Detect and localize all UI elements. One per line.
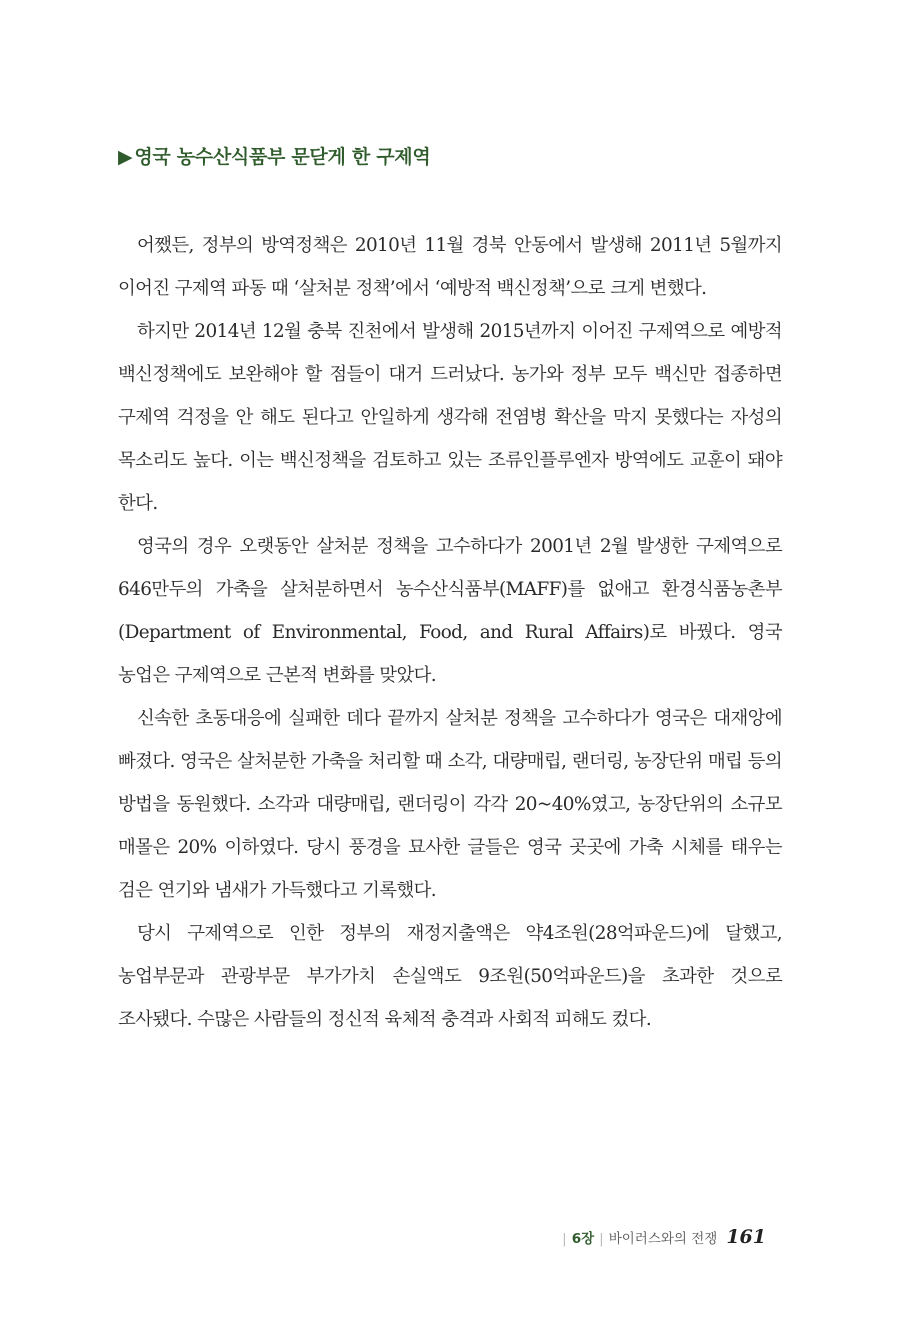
chapter-title: 바이러스와의 전쟁 [608,1231,718,1247]
paragraph: 하지만 2014년 12월 충북 진천에서 발생해 2015년까지 이어진 구제역으로 예방적 백신정책에도 보완해야 할 점들이 대거 드러났다. 농가와 정부 모두 백신만 접종하면 구제역 걱정을 안 해도 된다고 안일하게 생각해 전염병 확산을 막지 못했다는 자성의 목소리도 높다. 이는 백신정책을 검토하고 있는 조류인플루엔자 방역에도 교훈이 돼야 한다. [118,321,782,514]
page-number: 161 [726,1226,766,1248]
footer-separator: | [599,1231,604,1247]
paragraph: 어쨌든, 정부의 방역정책은 2010년 11월 경북 안동에서 발생해 2011년 5월까지 이어진 구제역 파동 때 ‘살처분 정책’에서 ‘예방적 백신정책’으로 크게 변했다. [118,235,782,299]
paragraph: 당시 구제역으로 인한 정부의 재정지출액은 약4조원(28억파운드)에 달했고, 농업부문과 관광부문 부가가치 손실액도 9조원(50억파운드)을 초과한 것으로 조사됐다. 수많은 사람들의 정신적 육체적 충격과 사회적 피해도 컸다. [118,923,782,1030]
section-heading [118,142,430,169]
triangle-marker-icon: ▶ [118,146,133,168]
section-title: 영국 농수산식품부 문닫게 한 구제역 [134,146,431,168]
paragraph: 신속한 초동대응에 실패한 데다 끝까지 살처분 정책을 고수하다가 영국은 대재앙에 빠졌다. 영국은 살처분한 가축을 처리할 때 소각, 대량매립, 랜더링, 농장단위 매립 등의 방법을 동원했다. 소각과 대량매립, 랜더링이 각각 20~40%였고, 농장단위의 소규모 매몰은 20% 이하였다. 당시 풍경을 묘사한 글들은 영국 곳곳에 가축 시체를 태우는 검은 연기와 냄새가 가득했다고 기록했다. [118,708,782,901]
footer-separator: | [562,1231,567,1247]
body-text [118,224,782,1041]
paragraph: 영국의 경우 오랫동안 살처분 정책을 고수하다가 2001년 2월 발생한 구제역으로 646만두의 가축을 살처분하면서 농수산식품부(MAFF)를 없애고 환경식품농촌부(Department of Environmental, Food, and Rural Affairs)로 바꿨다. 영국 농업은 구제역으로 근본적 변화를 맞았다. [118,536,782,686]
page-footer [557,1226,766,1248]
chapter-label: 6장 [571,1231,595,1247]
